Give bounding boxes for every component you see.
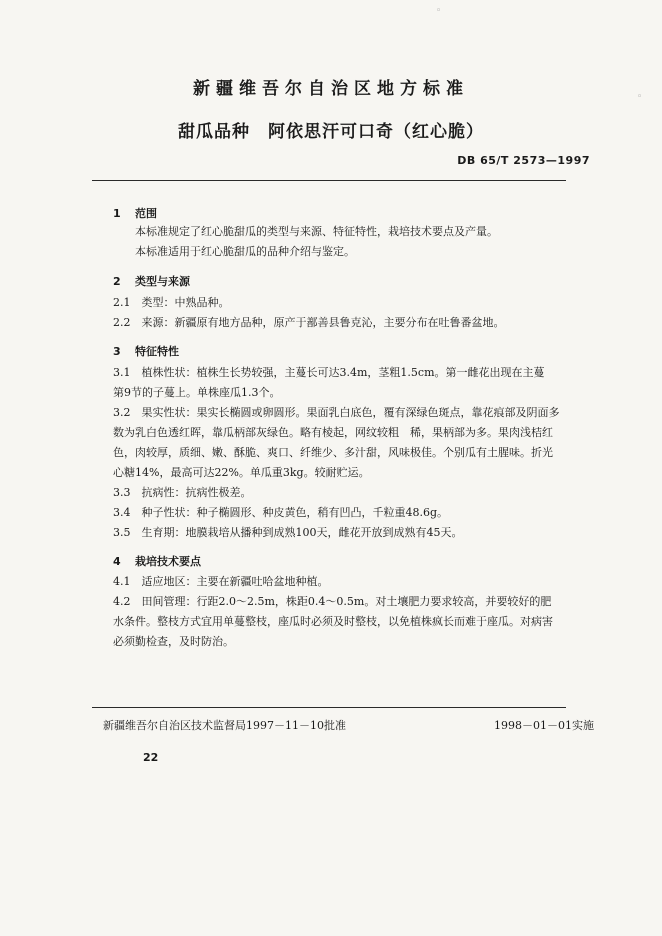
section-title: 范围 [135,207,157,220]
text-line: 2.2 来源：新疆原有地方品种，原产于鄯善县鲁克沁，主要分布在吐鲁番盆地。 [113,316,505,329]
footer-rule [92,707,566,708]
section-title: 特征特性 [135,345,179,358]
page-number: 22 [143,751,159,764]
text-line: 2.1 类型：中熟品种。 [113,296,230,309]
header-rule [92,180,566,181]
text-line: 色，肉较厚，质细、嫩、酥脆、爽口、纤维少、多汁甜，风味极佳。个别瓜有土腥味。折光 [113,446,553,459]
text-line: 4.1 适应地区：主要在新疆吐哈盆地种植。 [113,575,329,588]
section-number: 3 [113,345,121,358]
text-line: 本标准适用于红心脆甜瓜的品种介绍与鉴定。 [135,245,355,258]
text-line: 必须勤检查，及时防治。 [113,635,234,648]
text-line: 3.2 果实性状：果实长椭圆或卵圆形。果面乳白底色，覆有深绿色斑点，靠花痕部及阴面多 [113,406,560,419]
text-line: 心糖14%，最高可达22%。单瓜重3kg。较耐贮运。 [113,466,370,479]
text-line: 4.2 田间管理：行距2.0～2.5m，株距0.4～0.5m。对土壤肥力要求较高，并要较好的肥 [113,595,552,608]
approval-note: 新疆维吾尔自治区技术监督局1997－11－10批准 [103,719,346,732]
document-code: DB 65/T 2573—1997 [457,154,590,167]
section-title: 类型与来源 [135,275,190,288]
section-heading-scope [113,205,157,221]
text-line: 第9节的子蔓上。单株座瓜1.3个。 [113,386,281,399]
section-number: 2 [113,275,121,288]
section-heading-characteristics [113,343,179,359]
scan-mark: ◦ [436,6,442,16]
text-line: 3.5 生育期：地膜栽培从播种到成熟100天，雌花开放到成熟有45天。 [113,526,463,539]
text-line: 本标准规定了红心脆甜瓜的类型与来源、特征特性，栽培技术要点及产量。 [135,225,498,238]
text-line: 数为乳白色透红晖，靠瓜柄部灰绿色。略有棱起，网纹较粗 稀，果柄部为多。果肉浅桔红 [113,426,553,439]
section-heading-type-source [113,273,190,289]
implementation-date: 1998－01－01实施 [494,719,594,732]
text-line: 3.3 抗病性：抗病性极差。 [113,486,252,499]
section-number: 4 [113,555,121,568]
section-heading-cultivation [113,553,201,569]
text-line: 3.4 种子性状：种子椭圆形、种皮黄色，稍有凹凸，千粒重48.6g。 [113,506,449,519]
text-line: 水条件。整枝方式宜用单蔓整枝，座瓜时必须及时整枝，以免植株疯长而难于座瓜。对病害 [113,615,553,628]
section-title: 栽培技术要点 [135,555,201,568]
section-number: 1 [113,207,121,220]
scan-mark: ◦ [637,92,643,102]
document-title: 甜瓜品种 阿依思汗可口奇（红心脆） [178,122,484,142]
text-line: 3.1 植株性状：植株生长势较强，主蔓长可达3.4m，茎粗1.5cm。第一雌花出现在主蔓 [113,366,545,379]
standard-title: 新疆维吾尔自治区地方标准 [193,79,469,99]
